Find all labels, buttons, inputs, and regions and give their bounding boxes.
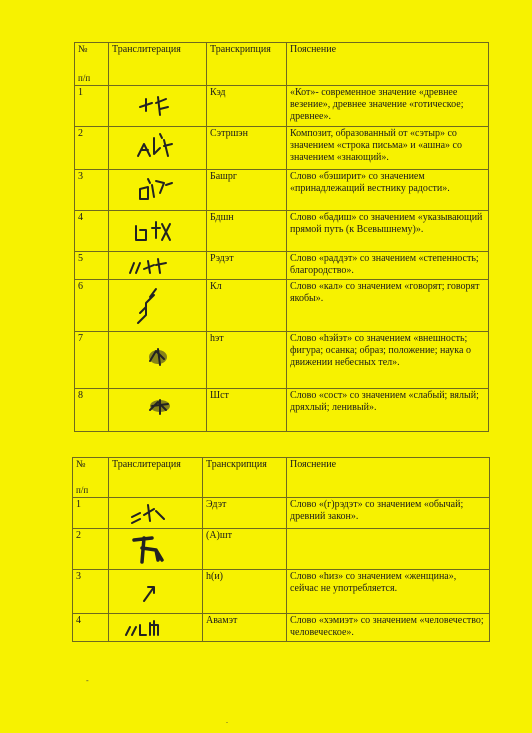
transcription-cell: (А)шт (203, 529, 287, 570)
table-row (73, 498, 490, 529)
table-row (75, 170, 489, 211)
explanation-cell: Слово «hиз» со значением «женщина», сейчас не употребляется. (287, 570, 490, 614)
transcription-cell: Эдэт (203, 498, 287, 529)
row-number: 1 (73, 498, 109, 529)
header-explanation: Пояснение (287, 458, 490, 498)
speck: . (226, 716, 228, 725)
header-explanation: Пояснение (287, 43, 489, 86)
glyph-cell (109, 570, 203, 614)
glyph-cell (109, 389, 207, 432)
runic-glyph (120, 173, 196, 207)
runic-glyph (118, 617, 194, 639)
header-transliteration: Транслитерация (109, 43, 207, 86)
transcription-cell: Бдшн (207, 211, 287, 252)
explanation-cell (287, 529, 490, 570)
transcription-cell: Сэтршэн (207, 127, 287, 170)
transcription-cell: Кл (207, 280, 287, 332)
explanation-cell: Слово «раддэт» со значением «степенность; благородство». (287, 252, 489, 280)
transcription-cell: Рэдэт (207, 252, 287, 280)
glyph-cell (109, 127, 207, 170)
glyph-cell (109, 211, 207, 252)
row-number: 6 (75, 280, 109, 332)
table-row (75, 280, 489, 332)
transliteration-table-1 (74, 42, 489, 432)
explanation-cell: Слово «сост» со значением «слабый; вялый; дряхлый; ленивый». (287, 389, 489, 432)
runic-glyph (118, 501, 194, 527)
glyph-cell (109, 332, 207, 389)
runic-glyph (120, 214, 196, 248)
explanation-cell: Слово «(г)рэдэт» со значением «обычай; древний закон». (287, 498, 490, 529)
row-number: 8 (75, 389, 109, 432)
transcription-cell: Авамэт (203, 614, 287, 642)
table-row (73, 529, 490, 570)
glyph-cell (109, 86, 207, 127)
row-number: 7 (75, 332, 109, 389)
runic-glyph (120, 130, 196, 164)
runic-glyph (120, 335, 196, 383)
glyph-cell (109, 614, 203, 642)
row-number: 5 (75, 252, 109, 280)
transcription-cell: Кэд (207, 86, 287, 127)
glyph-cell (109, 529, 203, 570)
header-transcription: Транскрипция (207, 43, 287, 86)
explanation-cell: Композит, образованный от «сэтыр» со значением «строка письма» и «ашна» со значением «знающий». (287, 127, 489, 170)
table-row (75, 127, 489, 170)
glyph-cell (109, 170, 207, 211)
row-number: 1 (75, 86, 109, 127)
transliteration-table-2 (72, 457, 490, 642)
transcription-cell: h(и) (203, 570, 287, 614)
table-header-row (73, 458, 490, 498)
row-number: 4 (73, 614, 109, 642)
explanation-cell: Слово «хэмиэт» со значением «человечество; человеческое». (287, 614, 490, 642)
row-number: 4 (75, 211, 109, 252)
row-number: 2 (73, 529, 109, 570)
table-row (75, 86, 489, 127)
table-row (75, 332, 489, 389)
header-number: № п/п (73, 458, 109, 498)
row-number: 3 (75, 170, 109, 211)
table-row (75, 211, 489, 252)
runic-glyph (118, 532, 194, 566)
transcription-cell: hэт (207, 332, 287, 389)
runic-glyph (120, 255, 196, 277)
glyph-cell (109, 498, 203, 529)
header-transliteration: Транслитерация (109, 458, 203, 498)
runic-glyph (120, 283, 196, 329)
transcription-cell: Шст (207, 389, 287, 432)
glyph-cell (109, 252, 207, 280)
glyph-cell (109, 280, 207, 332)
runic-glyph (118, 573, 194, 607)
table-row (73, 570, 490, 614)
explanation-cell: Слово «бэширит» со значением «принадлежащий вестнику радости». (287, 170, 489, 211)
speck: - (86, 676, 89, 685)
explanation-cell: Слово «hэйэт» со значением «внешность; фигура; осанка; образ; положение; наука о движении небесных тел». (287, 332, 489, 389)
explanation-cell: Слово «кал» со значением «говорят; говорят якобы». (287, 280, 489, 332)
transcription-cell: Башрг (207, 170, 287, 211)
table-row (73, 614, 490, 642)
table-row (75, 389, 489, 432)
explanation-cell: Слово «бадиш» со значением «указывающий прямой путь (к Всевышнему)». (287, 211, 489, 252)
row-number: 3 (73, 570, 109, 614)
explanation-cell: «Кот»- современное значение «древнее везение», древнее значение «готическое; древнее». (287, 86, 489, 127)
row-number: 2 (75, 127, 109, 170)
header-number: № п/п (75, 43, 109, 86)
table-header-row (75, 43, 489, 86)
runic-glyph (120, 392, 196, 426)
table-row (75, 252, 489, 280)
header-transcription: Транскрипция (203, 458, 287, 498)
runic-glyph (120, 89, 196, 123)
